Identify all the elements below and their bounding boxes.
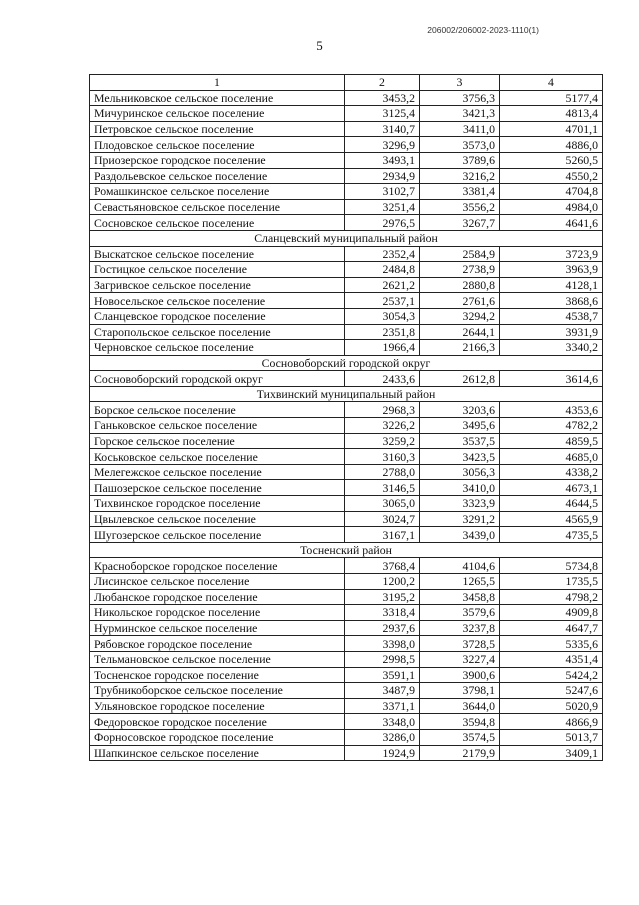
section-title: Тихвинский муниципальный район bbox=[90, 386, 603, 402]
value-cell-2: 2976,5 bbox=[345, 215, 420, 231]
value-cell-4: 3340,2 bbox=[500, 340, 603, 356]
value-cell-4: 4704,8 bbox=[500, 184, 603, 200]
settlement-name-cell: Севастьяновское сельское поселение bbox=[90, 199, 345, 215]
section-header-row bbox=[90, 355, 603, 371]
table-row bbox=[90, 449, 603, 465]
value-cell-4: 4813,4 bbox=[500, 106, 603, 122]
table-row bbox=[90, 620, 603, 636]
value-cell-2: 2484,8 bbox=[345, 262, 420, 278]
value-cell-4: 4735,5 bbox=[500, 527, 603, 543]
value-cell-2: 2621,2 bbox=[345, 277, 420, 293]
table-row bbox=[90, 277, 603, 293]
value-cell-3: 3537,5 bbox=[420, 433, 500, 449]
settlement-name-cell: Тосненское городское поселение bbox=[90, 667, 345, 683]
table-row bbox=[90, 496, 603, 512]
settlement-name-cell: Сланцевское городское поселение bbox=[90, 308, 345, 324]
table-row bbox=[90, 308, 603, 324]
table-row bbox=[90, 137, 603, 153]
value-cell-2: 3226,2 bbox=[345, 418, 420, 434]
settlement-name-cell: Сосновское сельское поселение bbox=[90, 215, 345, 231]
value-cell-3: 3458,8 bbox=[420, 589, 500, 605]
value-cell-4: 5335,6 bbox=[500, 636, 603, 652]
settlement-name-cell: Горское сельское поселение bbox=[90, 433, 345, 449]
table-row bbox=[90, 745, 603, 761]
value-cell-3: 2166,3 bbox=[420, 340, 500, 356]
table-row bbox=[90, 324, 603, 340]
value-cell-3: 3423,5 bbox=[420, 449, 500, 465]
value-cell-3: 3381,4 bbox=[420, 184, 500, 200]
settlement-name-cell: Загривское сельское поселение bbox=[90, 277, 345, 293]
value-cell-4: 5734,8 bbox=[500, 558, 603, 574]
table-row bbox=[90, 464, 603, 480]
value-cell-3: 3227,4 bbox=[420, 651, 500, 667]
settlement-name-cell: Пашозерское сельское поселение bbox=[90, 480, 345, 496]
value-cell-4: 3614,6 bbox=[500, 371, 603, 387]
table-row bbox=[90, 636, 603, 652]
settlement-name-cell: Мичуринское сельское поселение bbox=[90, 106, 345, 122]
value-cell-3: 3573,0 bbox=[420, 137, 500, 153]
table-row bbox=[90, 729, 603, 745]
value-cell-4: 3963,9 bbox=[500, 262, 603, 278]
value-cell-4: 4685,0 bbox=[500, 449, 603, 465]
value-cell-2: 3296,9 bbox=[345, 137, 420, 153]
table-header-row bbox=[90, 75, 603, 91]
value-cell-3: 3900,6 bbox=[420, 667, 500, 683]
value-cell-4: 4338,2 bbox=[500, 464, 603, 480]
value-cell-4: 4565,9 bbox=[500, 511, 603, 527]
value-cell-2: 3140,7 bbox=[345, 121, 420, 137]
value-cell-4: 4866,9 bbox=[500, 714, 603, 730]
settlement-name-cell: Тихвинское городское поселение bbox=[90, 496, 345, 512]
value-cell-4: 4886,0 bbox=[500, 137, 603, 153]
value-cell-4: 5247,6 bbox=[500, 683, 603, 699]
settlement-name-cell: Мельниковское сельское поселение bbox=[90, 90, 345, 106]
value-cell-4: 4782,2 bbox=[500, 418, 603, 434]
value-cell-2: 2352,4 bbox=[345, 246, 420, 262]
value-cell-3: 2644,1 bbox=[420, 324, 500, 340]
value-cell-2: 2433,6 bbox=[345, 371, 420, 387]
value-cell-4: 4128,1 bbox=[500, 277, 603, 293]
data-table bbox=[89, 74, 603, 761]
table-row bbox=[90, 168, 603, 184]
settlement-name-cell: Форносовское городское поселение bbox=[90, 729, 345, 745]
value-cell-4: 5260,5 bbox=[500, 152, 603, 168]
section-header-row bbox=[90, 542, 603, 558]
value-cell-2: 2788,0 bbox=[345, 464, 420, 480]
table-row bbox=[90, 340, 603, 356]
value-cell-3: 1265,5 bbox=[420, 574, 500, 590]
settlement-name-cell: Никольское городское поселение bbox=[90, 605, 345, 621]
value-cell-2: 2537,1 bbox=[345, 293, 420, 309]
table-row bbox=[90, 90, 603, 106]
table-row bbox=[90, 293, 603, 309]
value-cell-4: 4353,6 bbox=[500, 402, 603, 418]
value-cell-3: 3323,9 bbox=[420, 496, 500, 512]
section-title: Сланцевский муниципальный район bbox=[90, 230, 603, 246]
value-cell-2: 3259,2 bbox=[345, 433, 420, 449]
value-cell-2: 3054,3 bbox=[345, 308, 420, 324]
column-header: 1 bbox=[90, 75, 345, 91]
value-cell-4: 4909,8 bbox=[500, 605, 603, 621]
table-row bbox=[90, 184, 603, 200]
settlement-name-cell: Черновское сельское поселение bbox=[90, 340, 345, 356]
settlement-name-cell: Тельмановское сельское поселение bbox=[90, 651, 345, 667]
value-cell-4: 4701,1 bbox=[500, 121, 603, 137]
table-row bbox=[90, 199, 603, 215]
value-cell-2: 3251,4 bbox=[345, 199, 420, 215]
value-cell-4: 5020,9 bbox=[500, 698, 603, 714]
settlement-name-cell: Выскатское сельское поселение bbox=[90, 246, 345, 262]
document-id: 206002/206002-2023-1110(1) bbox=[427, 25, 539, 35]
value-cell-2: 3125,4 bbox=[345, 106, 420, 122]
value-cell-2: 3453,2 bbox=[345, 90, 420, 106]
value-cell-2: 3065,0 bbox=[345, 496, 420, 512]
value-cell-3: 2584,9 bbox=[420, 246, 500, 262]
settlement-name-cell: Любанское городское поселение bbox=[90, 589, 345, 605]
table-row bbox=[90, 574, 603, 590]
value-cell-2: 3167,1 bbox=[345, 527, 420, 543]
value-cell-4: 4550,2 bbox=[500, 168, 603, 184]
section-header-row bbox=[90, 230, 603, 246]
value-cell-4: 4647,7 bbox=[500, 620, 603, 636]
value-cell-2: 3286,0 bbox=[345, 729, 420, 745]
value-cell-3: 3216,2 bbox=[420, 168, 500, 184]
settlement-name-cell: Красноборское городское поселение bbox=[90, 558, 345, 574]
settlement-name-cell: Шапкинское сельское поселение bbox=[90, 745, 345, 761]
value-cell-3: 3267,7 bbox=[420, 215, 500, 231]
value-cell-4: 5013,7 bbox=[500, 729, 603, 745]
table-row bbox=[90, 589, 603, 605]
settlement-name-cell: Приозерское городское поселение bbox=[90, 152, 345, 168]
value-cell-3: 3495,6 bbox=[420, 418, 500, 434]
value-cell-4: 3931,9 bbox=[500, 324, 603, 340]
settlement-name-cell: Старопольское сельское поселение bbox=[90, 324, 345, 340]
value-cell-2: 3487,9 bbox=[345, 683, 420, 699]
value-cell-3: 3410,0 bbox=[420, 480, 500, 496]
value-cell-3: 3203,6 bbox=[420, 402, 500, 418]
value-cell-2: 3371,1 bbox=[345, 698, 420, 714]
value-cell-2: 3398,0 bbox=[345, 636, 420, 652]
table-row bbox=[90, 667, 603, 683]
settlement-name-cell: Сосновоборский городской округ bbox=[90, 371, 345, 387]
value-cell-3: 3756,3 bbox=[420, 90, 500, 106]
value-cell-3: 3579,6 bbox=[420, 605, 500, 621]
settlement-name-cell: Ульяновское городское поселение bbox=[90, 698, 345, 714]
value-cell-2: 3591,1 bbox=[345, 667, 420, 683]
value-cell-4: 4641,6 bbox=[500, 215, 603, 231]
value-cell-3: 2738,9 bbox=[420, 262, 500, 278]
value-cell-4: 4984,0 bbox=[500, 199, 603, 215]
value-cell-3: 2612,8 bbox=[420, 371, 500, 387]
section-title: Сосновоборский городской округ bbox=[90, 355, 603, 371]
section-title: Тосненский район bbox=[90, 542, 603, 558]
settlement-name-cell: Федоровское городское поселение bbox=[90, 714, 345, 730]
settlement-name-cell: Борское сельское поселение bbox=[90, 402, 345, 418]
table-row bbox=[90, 527, 603, 543]
value-cell-4: 5177,4 bbox=[500, 90, 603, 106]
settlement-name-cell: Коськовское сельское поселение bbox=[90, 449, 345, 465]
value-cell-4: 4538,7 bbox=[500, 308, 603, 324]
value-cell-2: 2934,9 bbox=[345, 168, 420, 184]
settlement-name-cell: Лисинское сельское поселение bbox=[90, 574, 345, 590]
value-cell-4: 4673,1 bbox=[500, 480, 603, 496]
value-cell-2: 2998,5 bbox=[345, 651, 420, 667]
value-cell-4: 4859,5 bbox=[500, 433, 603, 449]
settlement-name-cell: Ромашкинское сельское поселение bbox=[90, 184, 345, 200]
settlement-name-cell: Трубникоборское сельское поселение bbox=[90, 683, 345, 699]
value-cell-3: 2179,9 bbox=[420, 745, 500, 761]
column-header: 2 bbox=[345, 75, 420, 91]
page-number: 5 bbox=[316, 38, 323, 53]
value-cell-2: 2937,6 bbox=[345, 620, 420, 636]
table-row bbox=[90, 558, 603, 574]
value-cell-3: 3294,2 bbox=[420, 308, 500, 324]
value-cell-2: 3493,1 bbox=[345, 152, 420, 168]
value-cell-4: 3409,1 bbox=[500, 745, 603, 761]
value-cell-3: 3556,2 bbox=[420, 199, 500, 215]
value-cell-4: 4644,5 bbox=[500, 496, 603, 512]
value-cell-3: 3439,0 bbox=[420, 527, 500, 543]
value-cell-3: 3798,1 bbox=[420, 683, 500, 699]
table-row bbox=[90, 418, 603, 434]
value-cell-4: 3723,9 bbox=[500, 246, 603, 262]
table-row bbox=[90, 246, 603, 262]
settlement-name-cell: Петровское сельское поселение bbox=[90, 121, 345, 137]
column-header: 3 bbox=[420, 75, 500, 91]
value-cell-2: 1200,2 bbox=[345, 574, 420, 590]
value-cell-3: 3291,2 bbox=[420, 511, 500, 527]
value-cell-4: 5424,2 bbox=[500, 667, 603, 683]
value-cell-2: 3348,0 bbox=[345, 714, 420, 730]
value-cell-3: 2880,8 bbox=[420, 277, 500, 293]
value-cell-2: 1966,4 bbox=[345, 340, 420, 356]
value-cell-2: 2968,3 bbox=[345, 402, 420, 418]
value-cell-2: 3160,3 bbox=[345, 449, 420, 465]
settlement-name-cell: Рябовское городское поселение bbox=[90, 636, 345, 652]
settlement-name-cell: Новосельское сельское поселение bbox=[90, 293, 345, 309]
value-cell-2: 2351,8 bbox=[345, 324, 420, 340]
table-row bbox=[90, 121, 603, 137]
settlement-name-cell: Гостицкое сельское поселение bbox=[90, 262, 345, 278]
column-header: 4 bbox=[500, 75, 603, 91]
value-cell-4: 1735,5 bbox=[500, 574, 603, 590]
value-cell-3: 3644,0 bbox=[420, 698, 500, 714]
value-cell-3: 3421,3 bbox=[420, 106, 500, 122]
table-row bbox=[90, 714, 603, 730]
value-cell-2: 3102,7 bbox=[345, 184, 420, 200]
value-cell-2: 3768,4 bbox=[345, 558, 420, 574]
table-row bbox=[90, 605, 603, 621]
value-cell-3: 3056,3 bbox=[420, 464, 500, 480]
value-cell-4: 3868,6 bbox=[500, 293, 603, 309]
value-cell-3: 3789,6 bbox=[420, 152, 500, 168]
value-cell-4: 4798,2 bbox=[500, 589, 603, 605]
value-cell-3: 3574,5 bbox=[420, 729, 500, 745]
table-row bbox=[90, 106, 603, 122]
value-cell-3: 3411,0 bbox=[420, 121, 500, 137]
settlement-name-cell: Плодовское сельское поселение bbox=[90, 137, 345, 153]
value-cell-2: 1924,9 bbox=[345, 745, 420, 761]
table-row bbox=[90, 433, 603, 449]
table-row bbox=[90, 480, 603, 496]
table-row bbox=[90, 698, 603, 714]
value-cell-2: 3318,4 bbox=[345, 605, 420, 621]
table-row bbox=[90, 511, 603, 527]
value-cell-3: 3594,8 bbox=[420, 714, 500, 730]
section-header-row bbox=[90, 386, 603, 402]
value-cell-4: 4351,4 bbox=[500, 651, 603, 667]
settlement-name-cell: Раздольевское сельское поселение bbox=[90, 168, 345, 184]
table-row bbox=[90, 215, 603, 231]
settlement-name-cell: Нурминское сельское поселение bbox=[90, 620, 345, 636]
settlement-name-cell: Шугозерское сельское поселение bbox=[90, 527, 345, 543]
value-cell-3: 3237,8 bbox=[420, 620, 500, 636]
value-cell-2: 3146,5 bbox=[345, 480, 420, 496]
settlement-name-cell: Ганьковское сельское поселение bbox=[90, 418, 345, 434]
value-cell-3: 4104,6 bbox=[420, 558, 500, 574]
value-cell-3: 2761,6 bbox=[420, 293, 500, 309]
table-row bbox=[90, 371, 603, 387]
table-row bbox=[90, 651, 603, 667]
table-row bbox=[90, 683, 603, 699]
value-cell-2: 3024,7 bbox=[345, 511, 420, 527]
table-row bbox=[90, 402, 603, 418]
settlement-name-cell: Цвылевское сельское поселение bbox=[90, 511, 345, 527]
settlement-name-cell: Мелегежское сельское поселение bbox=[90, 464, 345, 480]
value-cell-3: 3728,5 bbox=[420, 636, 500, 652]
table-row bbox=[90, 262, 603, 278]
table-row bbox=[90, 152, 603, 168]
value-cell-2: 3195,2 bbox=[345, 589, 420, 605]
